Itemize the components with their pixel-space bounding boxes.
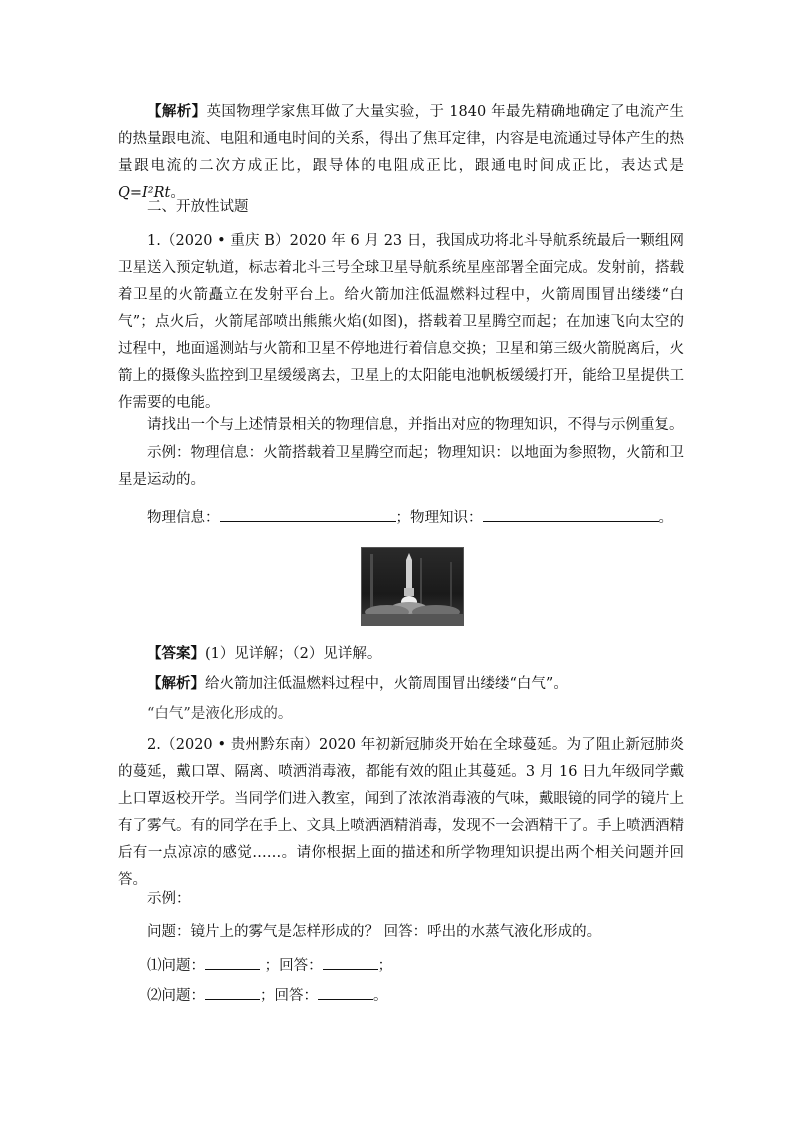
answer-1 [147,643,381,665]
line-2-end: 。 [373,988,388,1004]
question-1-instruction: 请找出一个与上述情景相关的物理信息，并指出对应的物理知识，不得与示例重复。 [147,417,684,433]
question-2-example-label: 示例： [147,891,191,907]
info-label: 物理信息： [147,510,220,526]
question-1-text: 1.（2020 • 重庆 B）2020 年 6 月 23 日，我国成功将北斗导航系统最后一颗组网卫星送入预定轨道，标志着北斗三号全球卫星导航系统星座部署全面完成。发射前，搭载着卫星的火箭矗立在发射平台上。给火箭加注低温燃料过程中，火箭周围冒出缕缕“白气”；点火后，火箭尾部喷出熊熊火焰(如图)，搭载着卫星腾空而起；在加速飞向太空的过程中，地面遥测站与火箭和卫星不停地进行着信息交换；卫星和第三级火箭脱离后，火箭上的摄像头监控到卫星缓缓离去，卫星上的太阳能电池帆板缓缓打开，能给卫星提供工作需要的电能。 [118,233,684,411]
explanation-1 [147,673,568,695]
line-2-question-blank[interactable] [205,985,260,1000]
info-blank[interactable] [220,507,396,522]
line-1-answer-label: ；回答： [260,958,323,974]
rocket-image-icon [362,548,463,625]
question-2-example: 问题：镜片上的雾气是怎样形成的？ 回答：呼出的水蒸气液化形成的。 [147,924,602,940]
question-2-line-2 [147,985,388,1007]
question-2-line-1 [147,955,392,977]
question-1-answer-line [147,507,673,529]
line-2-question-label: ⑵问题： [147,988,205,1004]
question-2-text: 2.（2020 • 贵州黔东南）2020 年初新冠肺炎开始在全球蔓延。为了阻止新冠肺炎的蔓延，戴口罩、隔离、喷洒消毒液，都能有效的阻止其蔓延。3 月 16 日九年级同学戴上口罩返校开学。当同学们进入教室，闻到了浓浓消毒液的气味，戴眼镜的同学的镜片上有了雾气。有的同学在手上、文具上喷洒酒精消毒，发现不一会酒精干了。手上喷洒酒精后有一点凉凉的感觉……。请你根据上面的描述和所学物理知识提出两个相关问题并回答。 [118,737,684,888]
line-1-answer-blank[interactable] [323,955,378,970]
joule-formula: Q=I²Rt [118,185,171,201]
analysis-tag: 【解析】 [147,103,207,120]
section-heading: 二、开放性试题 [147,199,249,215]
answer-text: (1）见详解；（2）见详解。 [205,646,382,662]
analysis-text: 英国物理学家焦耳做了大量实验，于 1840 年最先精确地确定了电流产生的热量跟电流、电阻和通电时间的关系，得出了焦耳定律，内容是电流通过导体产生的热量跟电流的二次方成正比，跟导体的电阻成正比，跟通电时间成正比，表达式是 [118,104,685,174]
line-1-end: ； [377,958,393,974]
analysis-paragraph-1 [118,98,684,207]
line-1-question-label: ⑴问题： [147,958,205,974]
line-2-answer-blank[interactable] [318,985,373,1000]
explanation-tag: 【解析】 [147,675,205,692]
line-2-answer-label: ；回答： [260,988,318,1004]
rocket-launch-photo [361,547,464,626]
explanation-text: 给火箭加注低温燃料过程中，火箭周围冒出缕缕“白气”。 [205,676,568,692]
analysis-end: 。 [170,185,185,201]
answer-line-end: 。 [658,510,673,526]
knowledge-label: ；物理知识： [395,510,483,526]
explanation-1-line-2: “白气”是液化形成的。 [147,706,293,722]
knowledge-blank[interactable] [483,507,659,522]
question-1-example: 示例：物理信息：火箭搭载着卫星腾空而起；物理知识：以地面为参照物，火箭和卫星是运动的。 [118,445,684,488]
answer-tag: 【答案】 [147,645,205,662]
line-1-question-blank[interactable] [205,955,260,970]
